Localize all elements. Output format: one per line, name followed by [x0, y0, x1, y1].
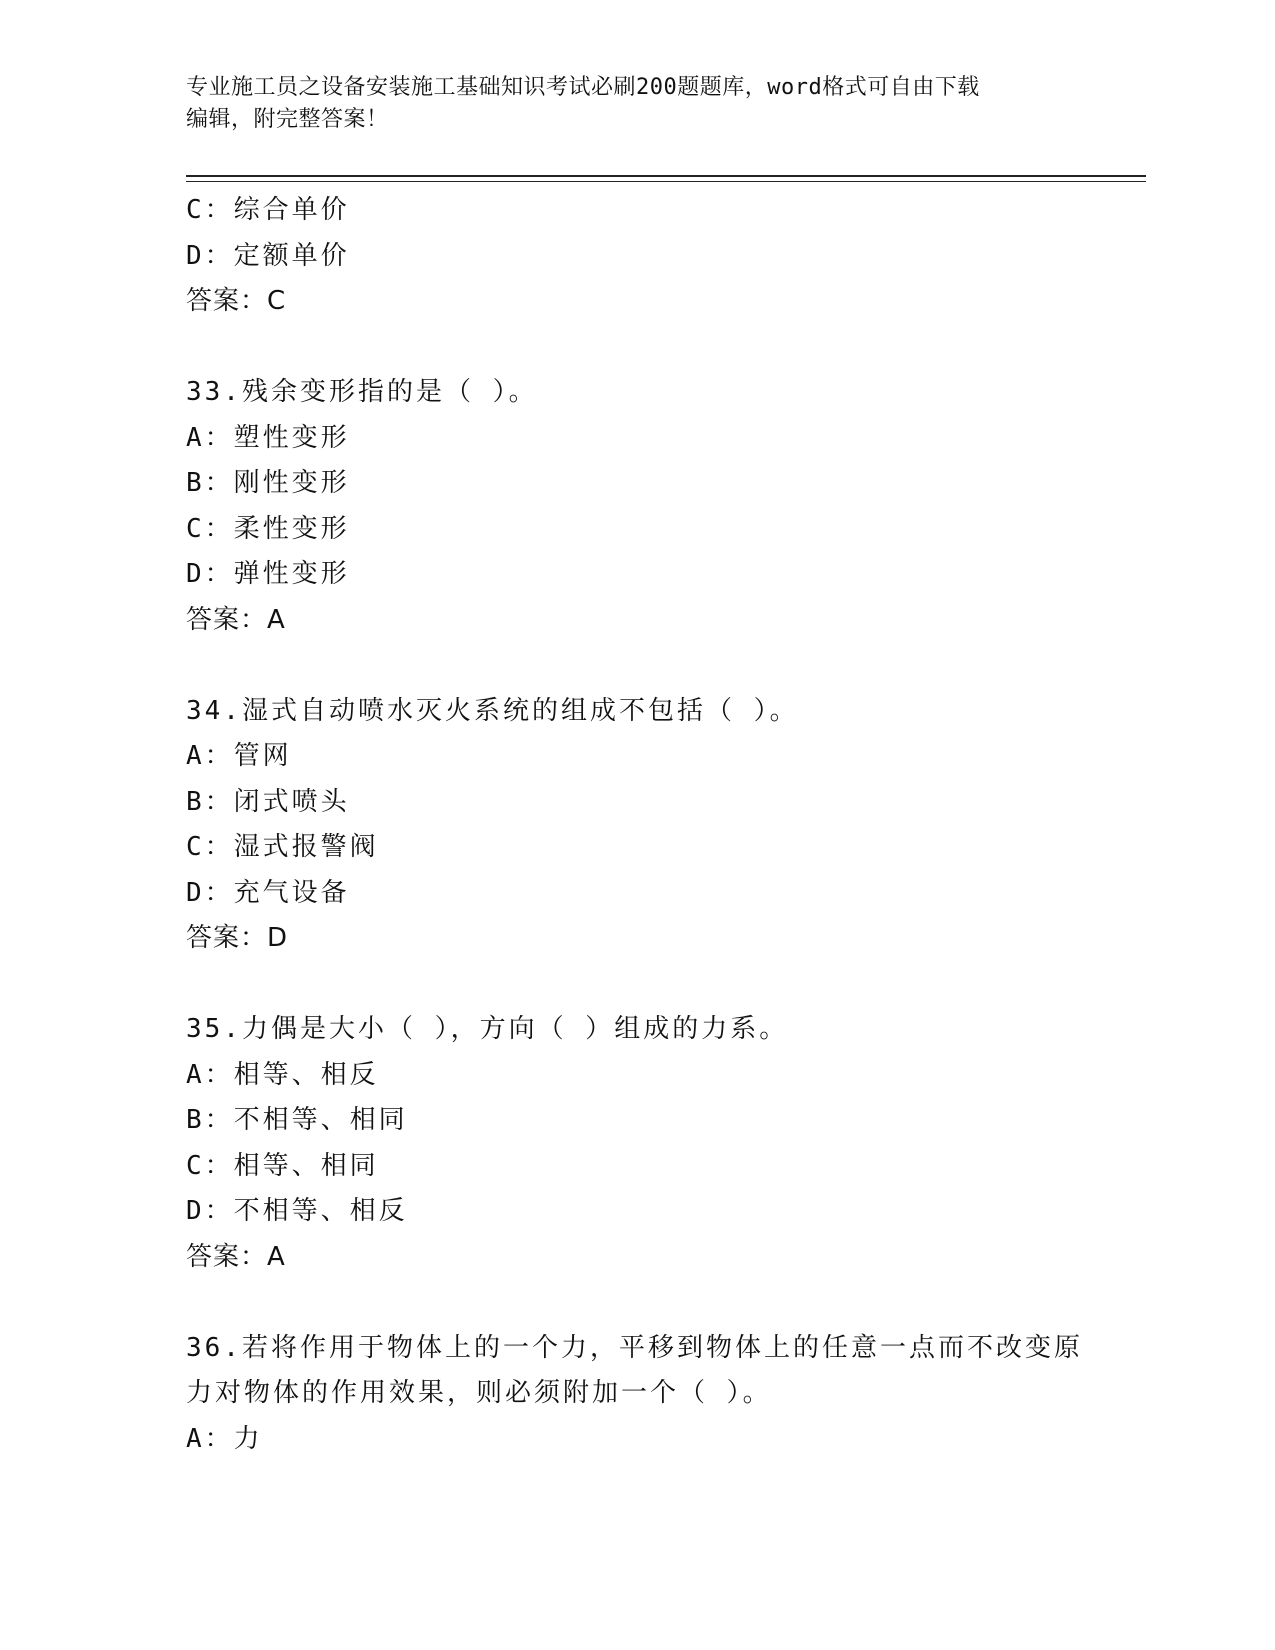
- question-block-33: [186, 370, 1086, 643]
- option-a: A：相等、相反: [186, 1059, 379, 1090]
- question-block-36: [186, 1326, 1086, 1463]
- header-divider-thin: [186, 181, 1146, 182]
- question-list: [186, 188, 1086, 1462]
- option-c: C：柔性变形: [186, 513, 350, 544]
- option-d: D：不相等、相反: [186, 1196, 408, 1226]
- option-c: C：湿式报警阀: [186, 832, 379, 862]
- question-stem: 34.湿式自动喷水灭火系统的组成不包括（ ）。: [186, 695, 799, 726]
- answer-label: 答案：D: [186, 923, 289, 953]
- question-stem: 33.残余变形指的是（ ）。: [186, 377, 538, 407]
- option-a: A：塑性变形: [186, 422, 350, 453]
- option-d: D：充气设备: [186, 877, 350, 908]
- answer-label: 答案：C: [186, 286, 287, 316]
- header-title-line1: 专业施工员之设备安装施工基础知识考试必刷200题题库，word格式可自由下载: [186, 75, 980, 100]
- option-a: A：管网: [186, 741, 292, 771]
- question-stem-line1: 36.若将作用于物体上的一个力，平移到物体上的任意一点而不改变原: [186, 1332, 1083, 1363]
- answer-label: 答案：A: [186, 1241, 286, 1272]
- answer-label: 答案：A: [186, 604, 286, 635]
- question-stem: 35.力偶是大小（ ），方向（ ）组成的力系。: [186, 1014, 789, 1044]
- question-block-32: [186, 188, 1086, 325]
- option-c: C：相等、相同: [186, 1150, 379, 1181]
- option-b: B：不相等、相同: [186, 1105, 408, 1135]
- question-stem-line2: 力对物体的作用效果，则必须附加一个（ ）。: [186, 1378, 772, 1408]
- question-block-35: [186, 1007, 1086, 1280]
- option-b: B：刚性变形: [186, 468, 350, 498]
- option-b: B：闭式喷头: [186, 786, 350, 817]
- option-d: D：弹性变形: [186, 559, 350, 589]
- header-title-line2: 编辑，附完整答案！: [186, 107, 389, 132]
- document-header: [186, 72, 1086, 136]
- option-d: D：定额单价: [186, 240, 350, 271]
- option-c: C：综合单价: [186, 195, 350, 225]
- option-a: A：力: [186, 1423, 263, 1454]
- question-block-34: [186, 689, 1086, 962]
- header-divider-thick: [186, 175, 1146, 177]
